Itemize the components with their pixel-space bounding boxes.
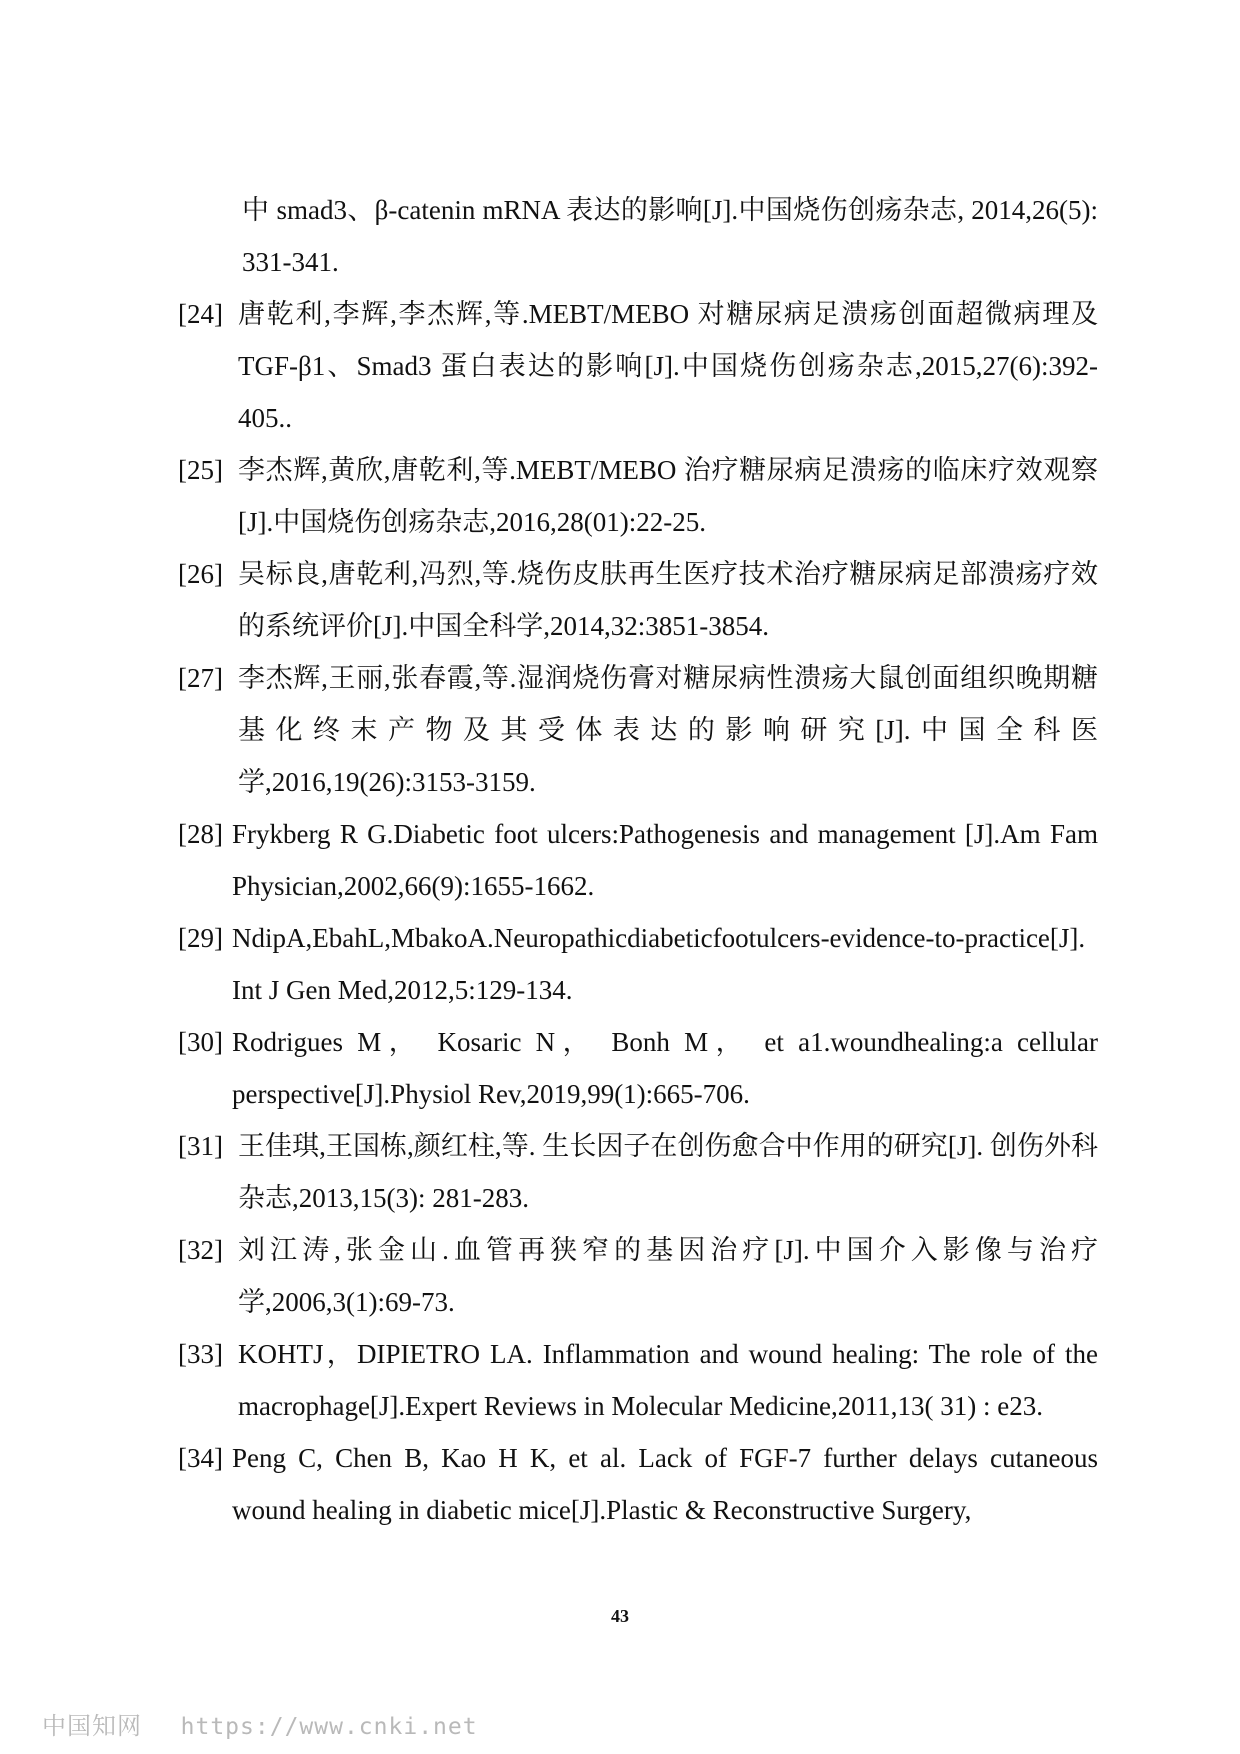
- reference-number: [32]: [178, 1235, 223, 1265]
- reference-text: 唐乾利,李辉,李杰辉,等.MEBT/MEBO 对糖尿病足溃疡创面超微病理及 TGF-β1、Smad3 蛋白表达的影响[J].中国烧伤创疡杂志,2015,27(6):392-405..: [238, 299, 1098, 433]
- reference-item: [178, 1328, 1098, 1432]
- reference-number: [33]: [178, 1339, 223, 1369]
- reference-item: [178, 444, 1098, 548]
- reference-item: [178, 184, 1098, 288]
- reference-item: [178, 548, 1098, 652]
- cnki-watermark: [42, 1706, 478, 1741]
- reference-text: 李杰辉,王丽,张春霞,等.湿润烧伤膏对糖尿病性溃疡大鼠创面组织晚期糖基化终末产物及其受体表达的影响研究[J].中国全科医学,2016,19(26):3153-3159.: [238, 663, 1098, 797]
- reference-item: [178, 1016, 1098, 1120]
- reference-number: [27]: [178, 663, 223, 693]
- reference-number: [29]: [178, 923, 223, 953]
- reference-item: [178, 808, 1098, 912]
- reference-number: [28]: [178, 819, 223, 849]
- reference-text: 刘江涛,张金山.血管再狭窄的基因治疗[J].中国介入影像与治疗学,2006,3(1):69-73.: [238, 1235, 1098, 1317]
- watermark-url: https://www.cnki.net: [180, 1714, 478, 1740]
- reference-number: [26]: [178, 559, 223, 589]
- reference-text: 吴标良,唐乾利,冯烈,等.烧伤皮肤再生医疗技术治疗糖尿病足部溃疡疗效的系统评价[J].中国全科学,2014,32:3851-3854.: [238, 559, 1098, 641]
- reference-text: 王佳琪,王国栋,颜红柱,等. 生长因子在创伤愈合中作用的研究[J]. 创伤外科杂志,2013,15(3): 281-283.: [238, 1131, 1098, 1213]
- reference-item: [178, 912, 1098, 1016]
- reference-text: 中 smad3、β-catenin mRNA 表达的影响[J].中国烧伤创疡杂志, 2014,26(5): 331-341.: [242, 195, 1098, 277]
- reference-number: [25]: [178, 455, 223, 485]
- reference-number: [24]: [178, 299, 223, 329]
- reference-number: [31]: [178, 1131, 223, 1161]
- reference-text: NdipA,EbahL,MbakoA.Neuropathicdiabeticfootulcers-evidence-to-practice[J]. Int J Gen Med,2012,5:129-134.: [232, 923, 1086, 1005]
- reference-item: [178, 1120, 1098, 1224]
- reference-text: Peng C, Chen B, Kao H K, et al. Lack of FGF-7 further delays cutaneous wound healing in diabetic mice[J].Plastic & Reconstructive Surgery,: [232, 1443, 1098, 1525]
- reference-item: [178, 1432, 1098, 1536]
- reference-number: [30]: [178, 1027, 223, 1057]
- watermark-site-name: 中国知网: [42, 1712, 142, 1740]
- reference-item: [178, 288, 1098, 444]
- reference-list: [178, 184, 1098, 1536]
- reference-text: Frykberg R G.Diabetic foot ulcers:Pathogenesis and management [J].Am Fam Physician,2002,66(9):1655-1662.: [232, 819, 1098, 901]
- reference-text: 李杰辉,黄欣,唐乾利,等.MEBT/MEBO 治疗糖尿病足溃疡的临床疗效观察[J].中国烧伤创疡杂志,2016,28(01):22-25.: [238, 455, 1098, 537]
- reference-item: [178, 652, 1098, 808]
- reference-text: KOHTJ，DIPIETRO LA. Inflammation and wound healing: The role of the macrophage[J].Expert Reviews in Molecular Medicine,2011,13( 31) : e23.: [238, 1339, 1098, 1421]
- reference-number: [34]: [178, 1443, 223, 1473]
- reference-text: Rodrigues M， Kosaric N， Bonh M， et a1.woundhealing:a cellular perspective[J].Physiol Rev,2019,99(1):665-706.: [232, 1027, 1098, 1109]
- reference-item: [178, 1224, 1098, 1328]
- page-number: 43: [611, 1606, 629, 1626]
